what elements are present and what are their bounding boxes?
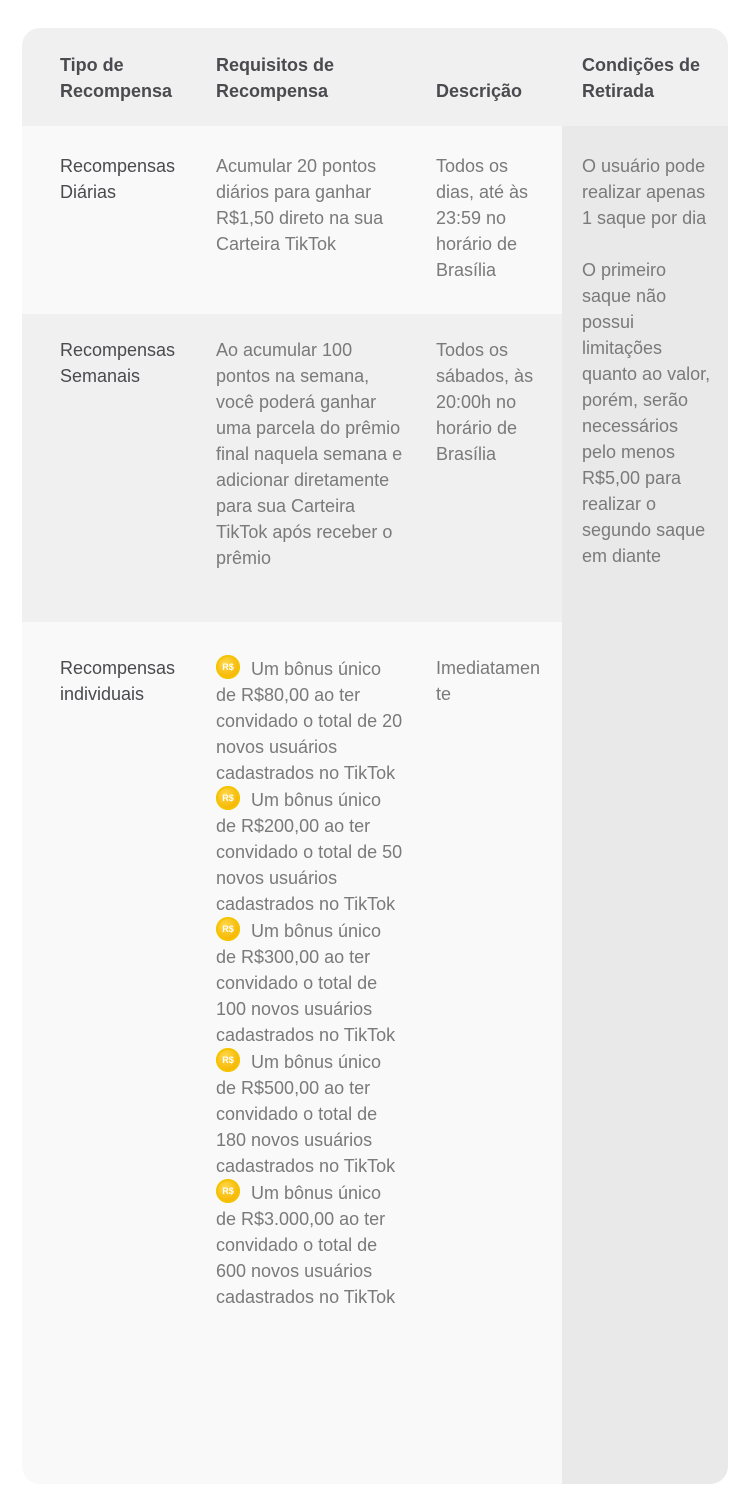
bonus-text: Um bônus único de R$3.000,00 ao ter convidado o total de 600 novos usuários cadastrados no TikTok (216, 1183, 396, 1307)
row-daily-requirements: Acumular 20 pontos diários para ganhar R$1,50 direto na sua Carteira TikTok (216, 156, 384, 254)
row-weekly-type: Recompensas Semanais (60, 340, 176, 386)
row-individual-description: Imediatamente (436, 658, 541, 704)
withdrawal-line-2: O primeiro saque não possui limitações quanto ao valor, porém, serão necessários pelo menos R$5,00 para realizar o segundo saque em diante (582, 260, 711, 566)
rewards-table (22, 28, 728, 1484)
bonus-text: Um bônus único de R$500,00 ao ter convidado o total de 180 novos usuários cadastrados no TikTok (216, 1052, 396, 1176)
row-individual-requirements (216, 655, 406, 1310)
row-individual-type: Recompensas individuais (60, 658, 176, 704)
header-withdrawal: Condições de Retirada (582, 55, 701, 101)
row-weekly-requirements: Ao acumular 100 pontos na semana, você poderá ganhar uma parcela do prêmio final naquela semana e adicionar diretamente para sua Carteira TikTok após receber o prêmio (216, 340, 403, 568)
row-daily-description: Todos os dias, até às 23:59 no horário de Brasília (436, 156, 529, 280)
coin-icon (216, 786, 240, 810)
coin-icon (216, 1179, 240, 1203)
bonus-text: Um bônus único de R$300,00 ao ter convidado o total de 100 novos usuários cadastrados no TikTok (216, 921, 396, 1045)
coin-icon (216, 917, 240, 941)
bonus-text: Um bônus único de R$200,00 ao ter convidado o total de 50 novos usuários cadastrados no TikTok (216, 790, 403, 914)
bonus-text: Um bônus único de R$80,00 ao ter convidado o total de 20 novos usuários cadastrados no TikTok (216, 659, 403, 783)
bonus-item (216, 1179, 406, 1310)
header-requirements: Requisitos de Recompensa (216, 55, 335, 101)
bonus-item (216, 655, 406, 786)
row-daily-type: Recompensas Diárias (60, 156, 176, 202)
withdrawal-line-1: O usuário pode realizar apenas 1 saque por dia (582, 156, 707, 228)
bonus-item (216, 786, 406, 917)
coin-icon (216, 1048, 240, 1072)
coin-icon (216, 655, 240, 679)
header-description: Descrição (436, 81, 523, 101)
bonus-item (216, 1048, 406, 1179)
row-weekly-description: Todos os sábados, às 20:00h no horário de Brasília (436, 340, 534, 464)
withdrawal-conditions (582, 153, 712, 569)
header-type: Tipo de Recompensa (60, 55, 173, 101)
bonus-item (216, 917, 406, 1048)
